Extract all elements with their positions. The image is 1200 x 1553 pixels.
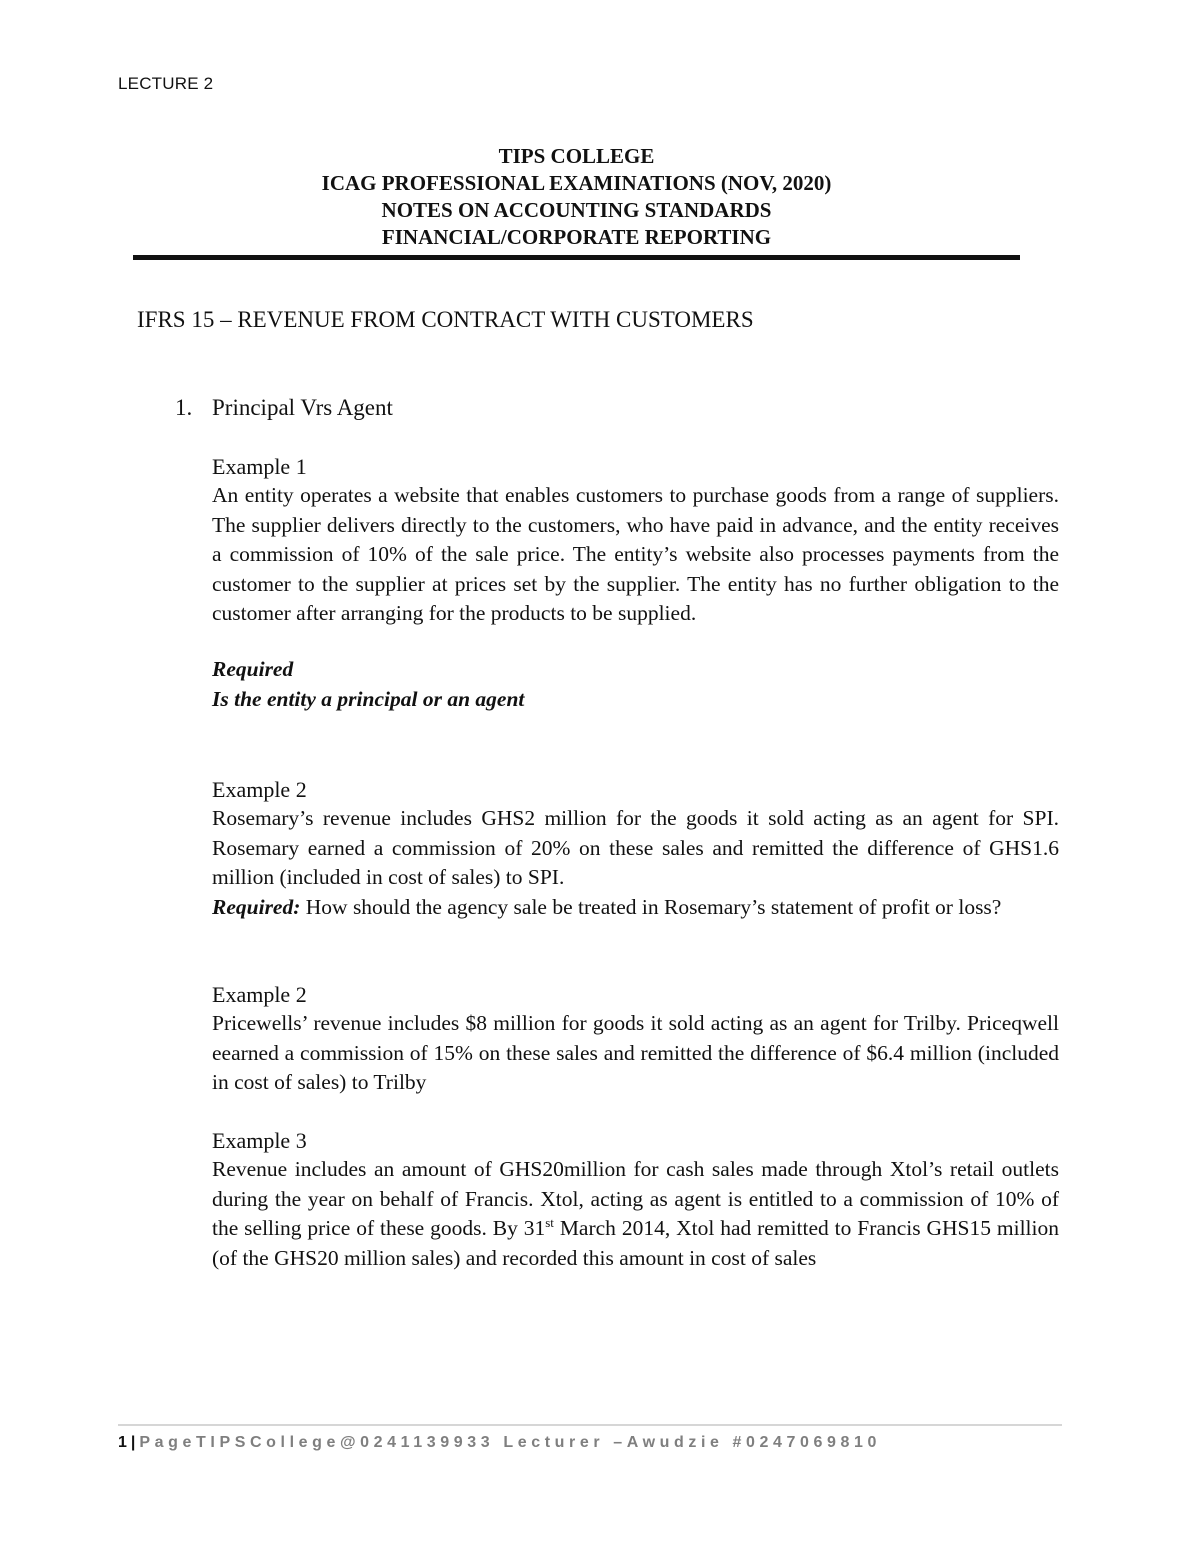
example-3 <box>212 1126 1059 1273</box>
section-number: 1. <box>175 395 193 420</box>
subject-title: FINANCIAL/CORPORATE REPORTING <box>381 225 772 249</box>
example-body-text: Revenue includes an amount of GHS20million for cash sales made through Xtol’s retail outlets during the year on behalf of Francis. Xtol, acting as agent is entitled to a commission of 10% of the selling price of these goods. By 31 <box>212 1157 1059 1241</box>
exam-name: ICAG PROFESSIONAL EXAMINATIONS (NOV, 2020) <box>321 171 832 195</box>
example-body-text-cont: March 2014, Xtol had remitted to Francis GHS15 million (of the GHS20 million sales) and recorded this amount in cost of sales <box>212 1216 1059 1270</box>
example-heading: Example 1 <box>212 454 307 479</box>
notes-title: NOTES ON ACCOUNTING STANDARDS <box>381 198 772 222</box>
standard-heading: IFRS 15 – REVENUE FROM CONTRACT WITH CUSTOMERS <box>137 307 754 332</box>
required-label: Required <box>212 657 294 682</box>
document-title-block <box>133 143 1020 251</box>
example-body: An entity operates a website that enables customers to purchase goods from a range of suppliers. The supplier delivers directly to the customers, who have paid in advance, and the entity receives a commission of 10% of the sale price. The entity’s website also processes payments from the customer to the supplier at prices set by the supplier. The entity has no further obligation to the customer after arranging for the products to be supplied. <box>212 483 1059 626</box>
example-1 <box>212 452 1059 714</box>
required-label: Required: <box>212 894 301 919</box>
required-question: Is the entity a principal or an agent <box>212 686 525 711</box>
example-body <box>212 1155 1059 1273</box>
title-divider <box>133 255 1020 260</box>
example-body: Pricewells’ revenue includes $8 million for goods it sold acting as an agent for Trilby. Priceqwell eearned a commission of 15% on these sales and remitted the difference of $6.4 million (included in cost of sales) to Trilby <box>212 1011 1059 1095</box>
example-heading: Example 2 <box>212 777 307 802</box>
section-title: Principal Vrs Agent <box>212 395 393 420</box>
college-name: TIPS COLLEGE <box>498 144 655 168</box>
example-body: Rosemary’s revenue includes GHS2 million for the goods it sold acting as an agent for SPI. Rosemary earned a commission of 20% on these sales and remitted the difference of GHS1.6 million (included in cost of sales) to SPI. <box>212 806 1059 890</box>
required-text: How should the agency sale be treated in Rosemary’s statement of profit or loss? <box>300 894 1002 919</box>
page-number: 1 <box>118 1434 127 1451</box>
example-2b <box>212 980 1059 1098</box>
ordinal-superscript: st <box>545 1215 554 1231</box>
footer-divider <box>118 1424 1062 1426</box>
page-footer <box>118 1434 881 1452</box>
example-2 <box>212 775 1059 922</box>
example-heading: Example 3 <box>212 1128 307 1153</box>
footer-separator: | <box>130 1434 136 1451</box>
running-header: LECTURE 2 <box>118 74 214 93</box>
footer-text: PageTIPSCollege@0241139933 Lecturer –Awudzie #0247069810 <box>139 1434 882 1451</box>
required-paragraph <box>212 893 1059 922</box>
example-heading: Example 2 <box>212 982 307 1007</box>
